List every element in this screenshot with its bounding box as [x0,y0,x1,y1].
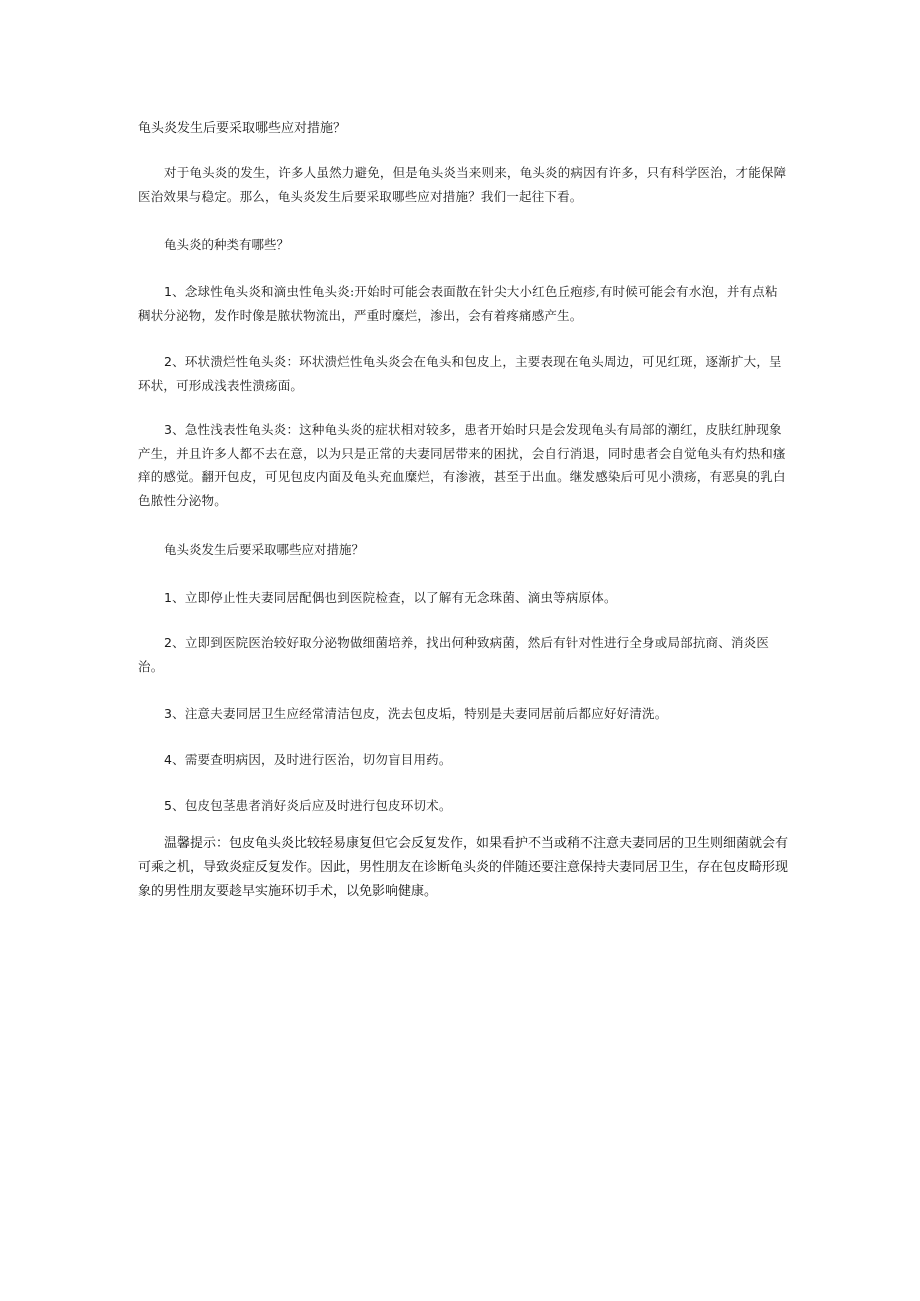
measure-item-1-text: 立即停止性夫妻同居配偶也到医院检查，以了解有无念珠菌、滴虫等病原体。 [184,590,617,605]
type-item-2 [138,350,788,397]
measures-heading: 龟头炎发生后要采取哪些应对措施？ [164,542,365,557]
measure-item-2-text: 立即到医院医治较好取分泌物做细菌培养，找出何种致病菌，然后有针对性进行全身或局部抗商、消炎医治。 [138,635,770,674]
measure-item-2-number: 2、 [164,635,185,650]
measure-item-4-text: 需要查明病因，及时进行医治，切勿盲目用药。 [184,752,452,767]
measure-item-4-number: 4、 [164,752,185,767]
types-heading: 龟头炎的种类有哪些？ [164,237,290,252]
measure-item-3 [138,702,788,726]
measure-item-2 [138,631,788,678]
type-item-3-number: 3、 [164,422,185,437]
measure-item-1-number: 1、 [164,590,185,605]
warm-tip-paragraph: 温馨提示：包皮龟头炎比较轻易康复但它会反复发作，如果看护不当或稍不注意夫妻同居的卫生则细菌就会有可乘之机，导致炎症反复发作。因此，男性朋友在诊断龟头炎的伴随还要注意保持夫妻同居卫生，存在包皮畸形现象的男性朋友要趁早实施环切手术，以免影响健康。 [138,836,789,899]
type-item-1-number: 1、 [164,284,185,299]
type-item-2-text: 环状溃烂性龟头炎：环状溃烂性龟头炎会在龟头和包皮上，主要表现在龟头周边，可见红斑，逐渐扩大，呈环状，可形成浅表性溃疡面。 [138,354,782,393]
type-item-2-number: 2、 [164,354,185,369]
type-item-1-text: 念球性龟头炎和滴虫性龟头炎:开始时可能会表面散在针尖大小红色丘疱疹,有时候可能会有水泡，并有点粘稠状分泌物，发作时像是脓状物流出，严重时糜烂，渗出，会有着疼痛感产生。 [138,284,778,323]
intro-paragraph: 对于龟头炎的发生，许多人虽然力避免，但是龟头炎当来则来，龟头炎的病因有许多，只有科学医治，才能保障医治效果与稳定。那么，龟头炎发生后要采取哪些应对措施？我们一起往下看。 [138,165,787,204]
type-item-1 [138,280,788,327]
measure-item-5 [138,794,788,818]
document-title: 龟头炎发生后要采取哪些应对措施？ [138,121,347,136]
measure-item-3-text: 注意夫妻同居卫生应经常清洁包皮，洗去包皮垢，特别是夫妻同居前后都应好好清洗。 [184,706,668,721]
measure-item-5-number: 5、 [164,798,185,813]
type-item-3 [138,418,788,512]
measure-item-1 [138,586,788,610]
measure-item-4 [138,748,788,772]
type-item-3-text: 急性浅表性龟头炎：这种龟头炎的症状相对较多，患者开始时只是会发现龟头有局部的潮红，皮肤红肿现象产生，并且许多人都不去在意，以为只是正常的夫妻同居带来的困扰，会自行消退，同时患者会自觉龟头有灼热和瘙痒的感觉。翻开包皮，可见包皮内面及龟头充血糜烂，有渗液，甚至于出血。继发感染后可见小溃疡，有恶臭的乳白色脓性分泌物。 [138,422,786,508]
measure-item-3-number: 3、 [164,706,185,721]
measure-item-5-text: 包皮包茎患者消好炎后应及时进行包皮环切术。 [184,798,452,813]
